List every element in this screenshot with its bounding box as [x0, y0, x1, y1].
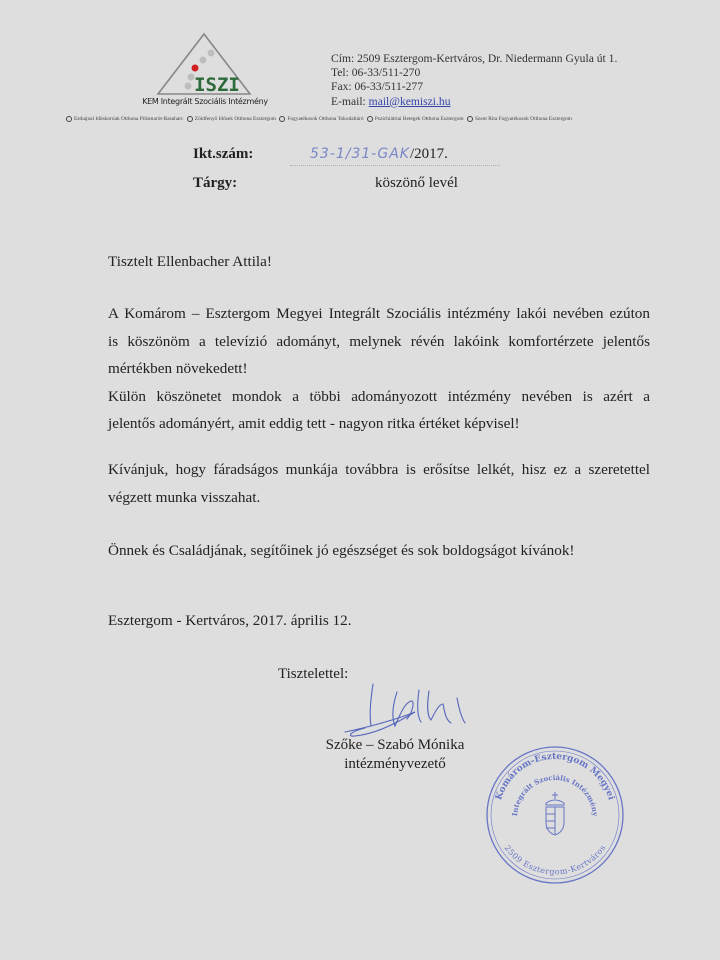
place-date: Esztergom - Kertváros, 2017. április 12. [108, 612, 352, 629]
contact-block [331, 52, 617, 109]
paragraph-2 [108, 456, 650, 511]
signer-name: Szőke – Szabó Mónika [325, 737, 465, 753]
closing: Tisztelettel: [278, 666, 349, 682]
unit-item: Pszichiátriai Betegek Otthona Esztergom [374, 116, 464, 123]
phone: Tel: 06-33/511-270 [331, 66, 421, 80]
sub-units-line [64, 116, 714, 122]
unit-item: Szent Rita Fogyatékosok Otthona Esztergom [474, 116, 572, 123]
logo-triangle-icon [154, 30, 254, 96]
bullet-icon [187, 116, 193, 122]
ikt-handwritten: 53-1/31-GAK [310, 146, 410, 162]
institution-logo [140, 30, 270, 110]
text-line: Kívánjuk, hogy fáradságos munkája továbbra is erősítse lelkét, hisz ez a szeretettel [108, 461, 650, 478]
ikt-suffix: /2017. [409, 146, 448, 162]
unit-item: Zöldfenyő Idősek Otthona Esztergom [194, 116, 276, 123]
unit-item: Fogyatékosok Otthona Tokodaltáró [287, 116, 364, 123]
unit-item: Esthajnal Időskorúak Otthona Pilismarót-Basaharc [74, 116, 184, 123]
bullet-icon [66, 116, 72, 122]
targy-value: köszönő levél [375, 175, 458, 191]
email-link[interactable]: mail@kemiszi.hu [368, 94, 451, 108]
signer-block [300, 736, 490, 774]
text-line: végzett munka visszahat. [108, 488, 261, 506]
bullet-icon [279, 116, 285, 122]
stamp-text-bottom: 2509 Esztergom-Kertváros [502, 843, 608, 877]
email-label: E-mail: [331, 94, 369, 108]
bullet-icon [367, 116, 373, 122]
paragraph-3: Önnek és Családjának, segítőinek jó egészséget és sok boldogságot kívánok! [108, 542, 575, 559]
paragraph-1 [108, 300, 650, 438]
ikt-underline [290, 165, 500, 166]
text-line: is köszönöm a televízió adományt, melynek révén lakóink komfortérzete jelentős [108, 332, 650, 350]
text-line: jelentős adományért, amit eddig tett - nagyon ritka értéket képvisel! [108, 415, 520, 432]
logo-caption: KEM Integrált Szociális Intézmény [142, 97, 268, 106]
coat-of-arms-icon [546, 792, 564, 835]
official-stamp [480, 740, 630, 890]
fax: Fax: 06-33/511-277 [331, 80, 423, 94]
text-line: mértékben növekedett! [108, 360, 248, 377]
ikt-value [310, 146, 448, 163]
address: Cím: 2509 Esztergom-Kertváros, Dr. Niedermann Gyula út 1. [331, 52, 618, 65]
stamp-text-inner: Integrált Szociális Intézmény [510, 772, 600, 817]
stamp-text-outer: Komárom-Esztergom Megyei [494, 751, 616, 802]
logo-text: ISZI [194, 74, 240, 96]
text-line: A Komárom – Esztergom Megyei Integrált Szociális intézmény lakói nevében ezúton [108, 305, 650, 322]
signer-title: intézményvezető [344, 756, 446, 772]
bullet-icon [467, 116, 473, 122]
text-line: Külön köszönetet mondok a többi adományozott intézmény nevében is azért a [108, 387, 650, 405]
ikt-label: Ikt.szám: [193, 146, 254, 162]
salutation: Tisztelt Ellenbacher Attila! [108, 253, 272, 270]
targy-label: Tárgy: [193, 175, 238, 191]
email-row [331, 95, 617, 109]
handwritten-signature [335, 682, 495, 738]
